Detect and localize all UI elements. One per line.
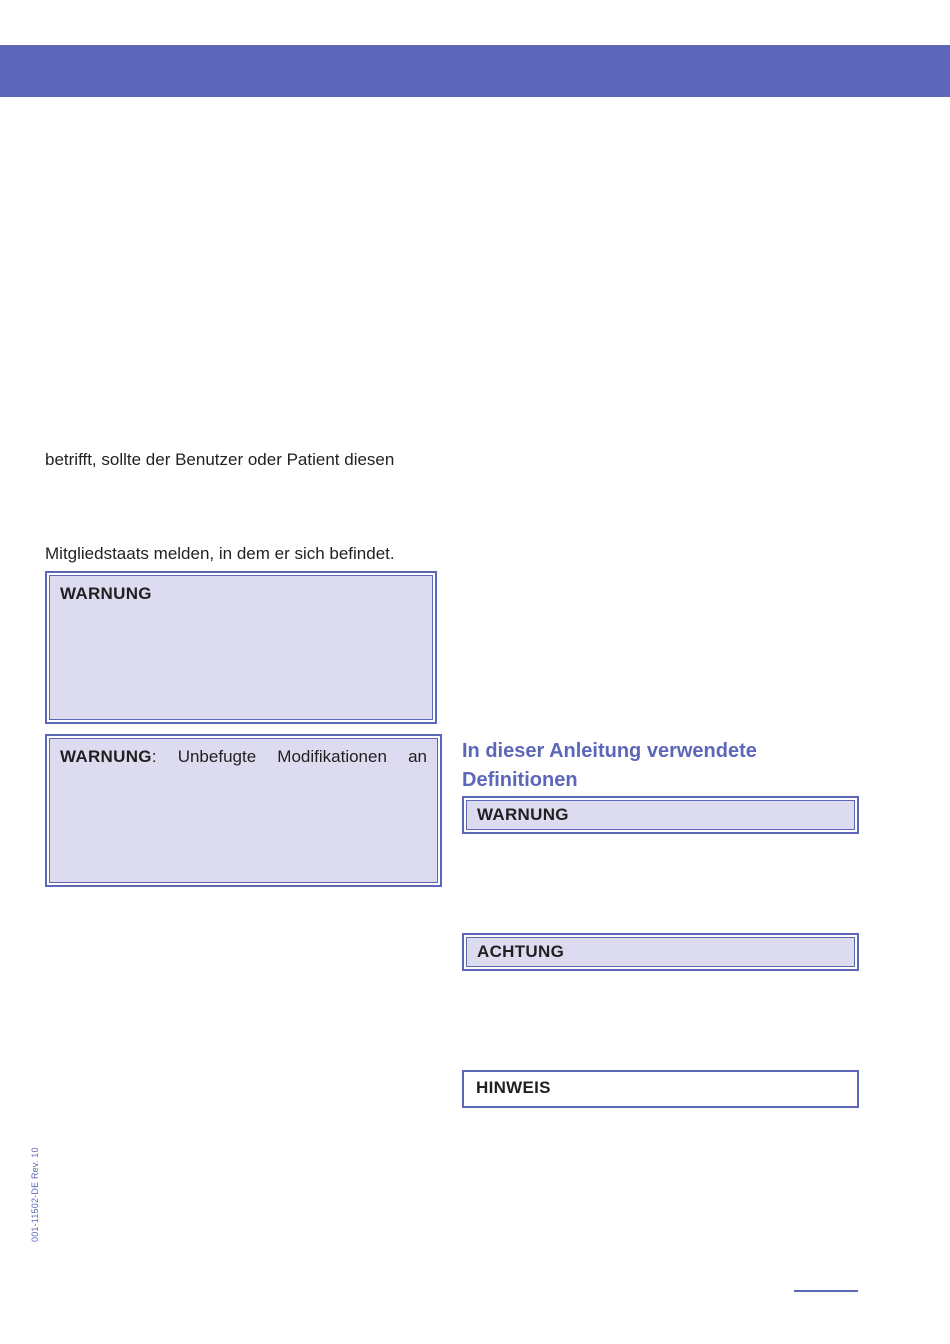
footer-rule	[794, 1290, 858, 1292]
body-text-line-2: Mitgliedstaats melden, in dem er sich befindet.	[45, 544, 395, 563]
definition-caution-label: ACHTUNG	[466, 937, 855, 967]
warning-box-2-word-1: Unbefugte	[177, 747, 257, 766]
definition-warning-box	[462, 796, 859, 834]
definitions-heading: In dieser Anleitung verwendete Definitionen	[462, 740, 757, 791]
warning-box-2-separator: :	[151, 747, 157, 766]
definition-warning-label: WARNUNG	[466, 800, 855, 830]
warning-box-1	[45, 571, 437, 724]
definition-caution-box	[462, 933, 859, 971]
warning-box-2-label: WARNUNG	[60, 747, 152, 766]
header-band	[0, 45, 950, 97]
warning-box-2-line	[60, 747, 427, 767]
warning-box-1-inner	[49, 575, 433, 720]
warning-box-2-word-2: Modifikationen	[277, 747, 387, 766]
definition-note-box	[462, 1070, 859, 1108]
warning-box-2-word-3: an	[408, 747, 427, 766]
warning-box-2	[45, 734, 442, 887]
document-number: 001-11502-DE Rev. 10	[30, 1147, 40, 1242]
body-text-line-1: betrifft, sollte der Benutzer oder Patient diesen	[45, 450, 395, 469]
definition-note-label: HINWEIS	[464, 1072, 857, 1106]
warning-box-2-inner	[49, 738, 438, 883]
warning-box-1-label: WARNUNG	[60, 584, 152, 603]
